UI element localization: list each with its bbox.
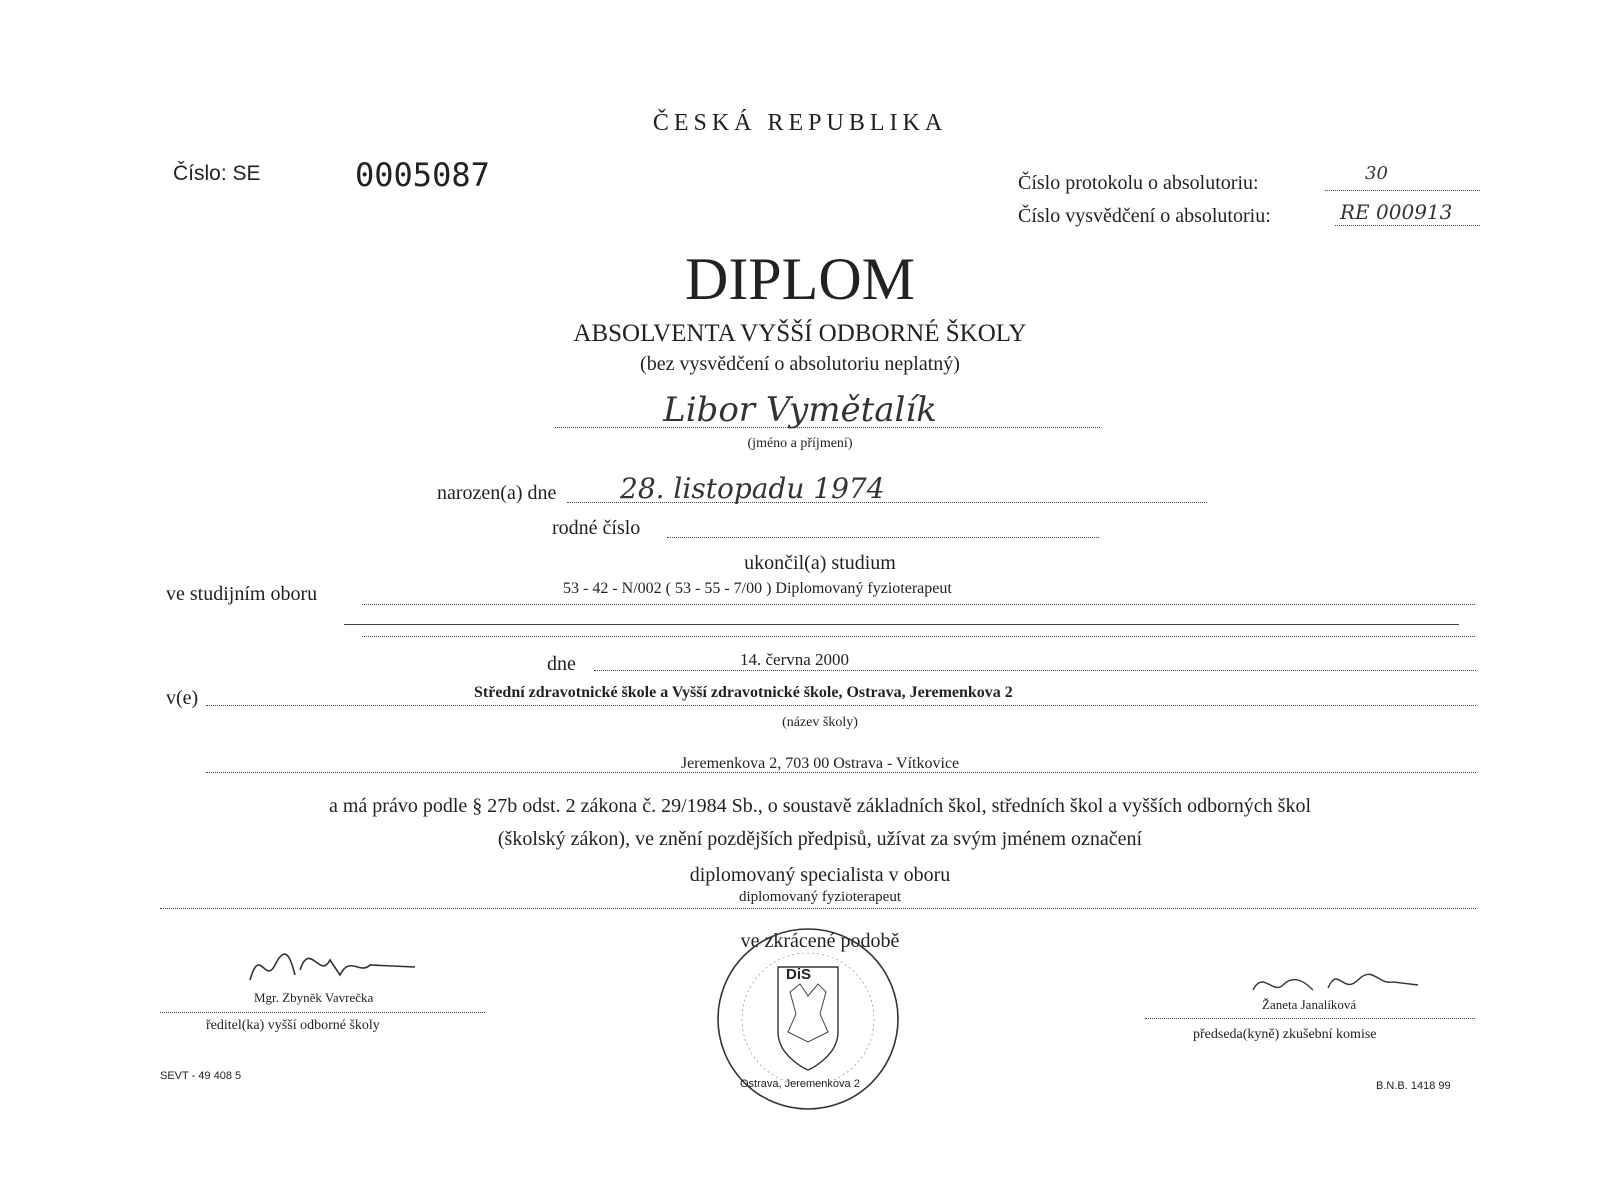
born-label: narozen(a) dne <box>437 482 557 504</box>
protocol-line <box>1325 190 1480 191</box>
born-value: 28. listopadu 1974 <box>620 472 885 505</box>
left-signer-name: Mgr. Zbyněk Vavrečka <box>254 990 374 1005</box>
school-line <box>206 705 1476 706</box>
certificate-label: Číslo vysvědčení o absolutoriu: <box>1018 205 1271 227</box>
right-signer-role: předseda(kyně) zkušební komise <box>1193 1027 1377 1042</box>
certificate-value: RE 000913 <box>1340 200 1453 224</box>
left-footer-code: SEVT - 49 408 5 <box>160 1070 242 1082</box>
number-value: 0005087 <box>355 156 490 194</box>
completed-label: ukončil(a) studium <box>744 552 896 574</box>
field-line-2 <box>344 624 1459 625</box>
school-caption: (název školy) <box>782 715 858 730</box>
holder-name: Libor Vymětalík <box>663 390 937 430</box>
birth-number-line <box>667 537 1099 538</box>
left-signature-mark <box>240 935 430 995</box>
rights-field: diplomovaný fyzioterapeut <box>738 889 902 905</box>
right-signer-name: Žaneta Janalíková <box>1262 997 1357 1012</box>
protocol-value: 30 <box>1365 163 1388 184</box>
number-label: Číslo: SE <box>173 162 261 185</box>
stamp-center-text: DiS <box>786 966 812 983</box>
abbrev-label: ve zkrácené podobě <box>740 930 900 952</box>
stamp-bottom-text: Ostrava, Jeremenkova 2 <box>740 1078 860 1090</box>
field-line <box>362 604 1475 605</box>
date-label: dne <box>547 653 576 675</box>
school-value: Střední zdravotnické škole a Vyšší zdravotnické škole, Ostrava, Jeremenkova 2 <box>474 684 1013 701</box>
birth-number-label: rodné číslo <box>552 517 641 539</box>
rights-line3: diplomovaný specialista v oboru <box>689 864 951 886</box>
left-signature-line <box>160 1012 485 1013</box>
name-line <box>555 427 1100 428</box>
rights-field-line <box>160 908 1476 909</box>
date-line <box>594 670 1476 671</box>
field-label: ve studijním oboru <box>166 583 318 605</box>
name-caption: (jméno a příjmení) <box>747 436 853 451</box>
right-footer-code: B.N.B. 1418 99 <box>1376 1080 1451 1092</box>
field-line-3 <box>362 636 1475 637</box>
school-address: Jeremenkova 2, 703 00 Ostrava - Vítkovice <box>680 755 960 772</box>
diploma-title: DIPLOM <box>684 246 915 312</box>
left-signer-role: ředitel(ka) vyšší odborné školy <box>206 1018 380 1033</box>
rights-line1: a má právo podle § 27b odst. 2 zákona č. 29/1984 Sb., o soustavě základních škol, středních škol a vyšších odborných škol <box>328 795 1312 817</box>
right-signature-line <box>1145 1018 1475 1019</box>
country-title: ČESKÁ REPUBLIKA <box>652 110 948 136</box>
field-value: 53 - 42 - N/002 ( 53 - 55 - 7/00 ) Diplomovaný fyzioterapeut <box>563 580 952 597</box>
school-label: v(e) <box>166 687 199 709</box>
diploma-note: (bez vysvědčení o absolutoriu neplatný) <box>640 353 960 375</box>
diploma-subtitle: ABSOLVENTA VYŠŠÍ ODBORNÉ ŠKOLY <box>573 320 1027 347</box>
rights-line2: (školský zákon), ve znění pozdějších předpisů, užívat za svým jménem označení <box>497 828 1143 850</box>
protocol-label: Číslo protokolu o absolutoriu: <box>1018 172 1259 194</box>
date-value: 14. června 2000 <box>740 650 850 669</box>
certificate-line <box>1335 225 1480 226</box>
